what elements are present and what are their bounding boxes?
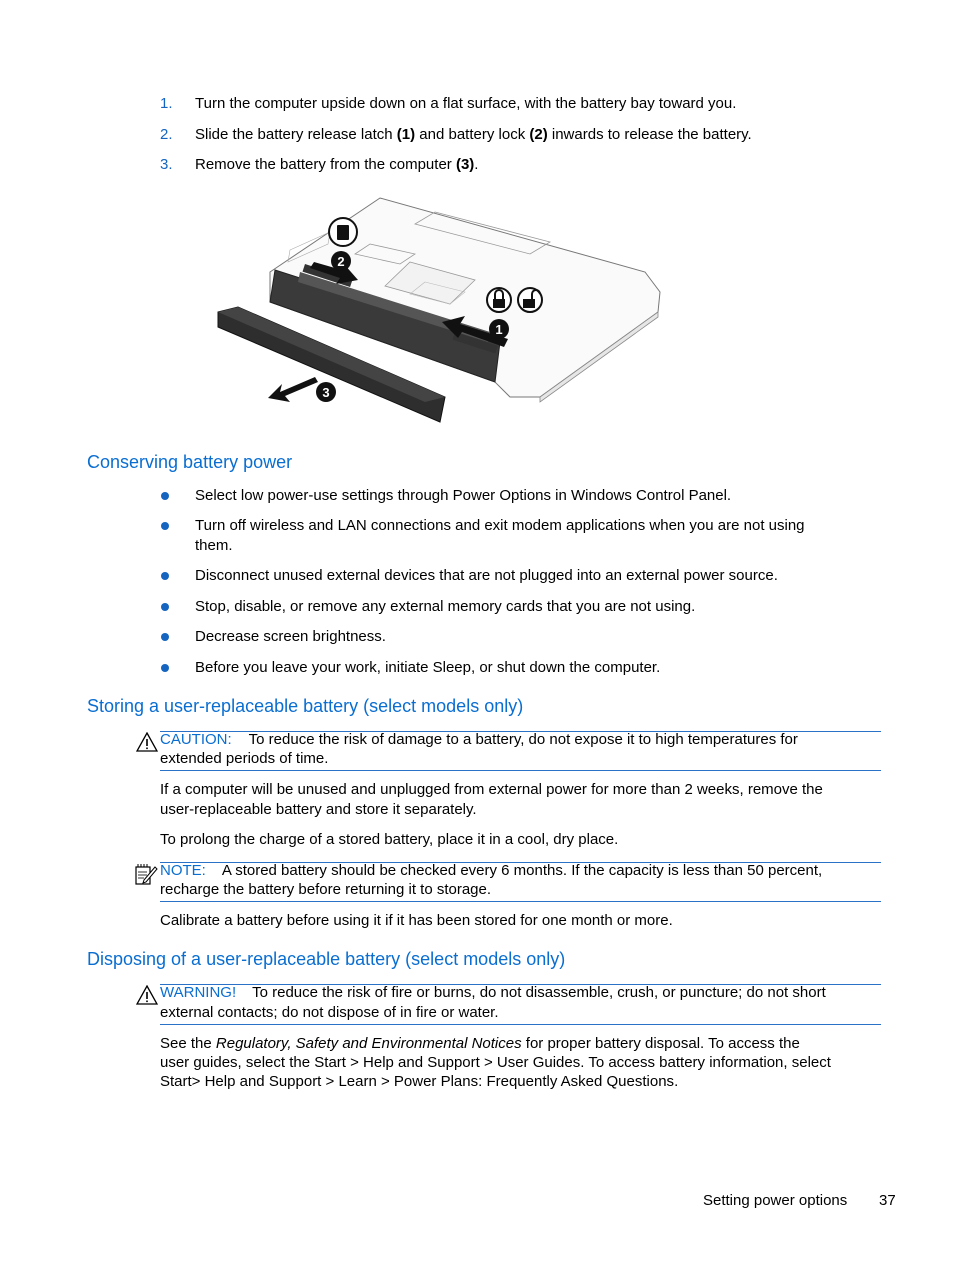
menu-path: Start > Help and Support > User Guides	[314, 1054, 581, 1071]
list-item: Disconnect unused external devices that are not plugged into an external power source.	[195, 567, 778, 584]
warning-bottom-rule	[160, 1024, 881, 1025]
paragraph: To prolong the charge of a stored battery, place it in a cool, dry place.	[160, 831, 619, 848]
warning-label: WARNING!	[160, 984, 237, 1001]
caution-text: CAUTION: To reduce the risk of damage to a battery, do not expose it to high temperatures for	[160, 731, 798, 748]
callout-2-number: 2	[337, 254, 345, 269]
caution-label: CAUTION:	[160, 731, 232, 748]
note-text-line2: recharge the battery before returning it to storage.	[160, 881, 492, 898]
note-icon	[134, 862, 158, 886]
paragraph: Start> Help and Support > Learn > Power Plans: Frequently Asked Questions.	[160, 1073, 679, 1090]
callout-3	[316, 382, 336, 402]
step-text: Remove the battery from the computer (3).	[195, 156, 479, 173]
caution-text-line2: extended periods of time.	[160, 750, 329, 767]
warning-text-line2: external contacts; do not dispose of in fire or water.	[160, 1004, 499, 1021]
note-bottom-rule	[160, 901, 881, 902]
bullet-marker	[161, 664, 169, 672]
footer-section-title: Setting power options	[703, 1192, 848, 1209]
list-item-continued: them.	[195, 537, 233, 554]
unlocked-icon	[518, 288, 542, 312]
warning-icon	[136, 985, 158, 1005]
battery-removal-illustration	[210, 192, 670, 432]
bullet-marker	[161, 633, 169, 641]
list-item: Stop, disable, or remove any external memory cards that you are not using.	[195, 598, 696, 615]
paragraph: Calibrate a battery before using it if it has been stored for one month or more.	[160, 912, 673, 929]
menu-path: Start> Help and Support > Learn > Power Plans: Frequently Asked Questions	[160, 1073, 675, 1090]
step-text: Slide the battery release latch (1) and battery lock (2) inwards to release the battery.	[195, 126, 752, 143]
bullet-marker	[161, 603, 169, 611]
battery-lock-icon	[329, 218, 357, 246]
paragraph: If a computer will be unused and unplugged from external power for more than 2 weeks, remove the	[160, 781, 823, 798]
list-item: Select low power-use settings through Power Options in Windows Control Panel.	[195, 487, 732, 504]
locked-icon	[487, 288, 511, 312]
paragraph: user guides, select the Start > Help and Support > User Guides. To access battery information, select	[160, 1054, 831, 1071]
step-number: 3.	[160, 156, 173, 173]
list-item: Decrease screen brightness.	[195, 628, 386, 645]
list-item: Turn off wireless and LAN connections and exit modem applications when you are not using	[195, 517, 805, 534]
bullet-marker	[161, 572, 169, 580]
step-number: 1.	[160, 95, 173, 112]
bullet-marker	[161, 522, 169, 530]
caution-icon	[136, 732, 158, 752]
step-text: Turn the computer upside down on a flat surface, with the battery bay toward you.	[195, 95, 737, 112]
paragraph: user-replaceable battery and store it separately.	[160, 801, 477, 818]
note-label: NOTE:	[160, 862, 206, 879]
list-item: Before you leave your work, initiate Sleep, or shut down the computer.	[195, 659, 661, 676]
bullet-marker	[161, 492, 169, 500]
callout-3-number: 3	[322, 385, 330, 400]
caution-bottom-rule	[160, 770, 881, 771]
warning-text: WARNING! To reduce the risk of fire or burns, do not disassemble, crush, or puncture; do not short	[160, 984, 826, 1001]
callout-2	[331, 251, 351, 271]
step-number: 2.	[160, 126, 173, 143]
section-heading-disposing: Disposing of a user-replaceable battery (select models only)	[87, 949, 566, 969]
paragraph: See the Regulatory, Safety and Environmental Notices for proper battery disposal. To access the	[160, 1035, 800, 1052]
section-heading-conserving: Conserving battery power	[87, 452, 293, 472]
callout-1-number: 1	[495, 322, 503, 337]
section-heading-storing: Storing a user-replaceable battery (select models only)	[87, 696, 524, 716]
callout-1	[489, 319, 509, 339]
page-number: 37	[879, 1192, 896, 1209]
note-text: NOTE: A stored battery should be checked every 6 months. If the capacity is less than 50 percent,	[160, 862, 823, 879]
